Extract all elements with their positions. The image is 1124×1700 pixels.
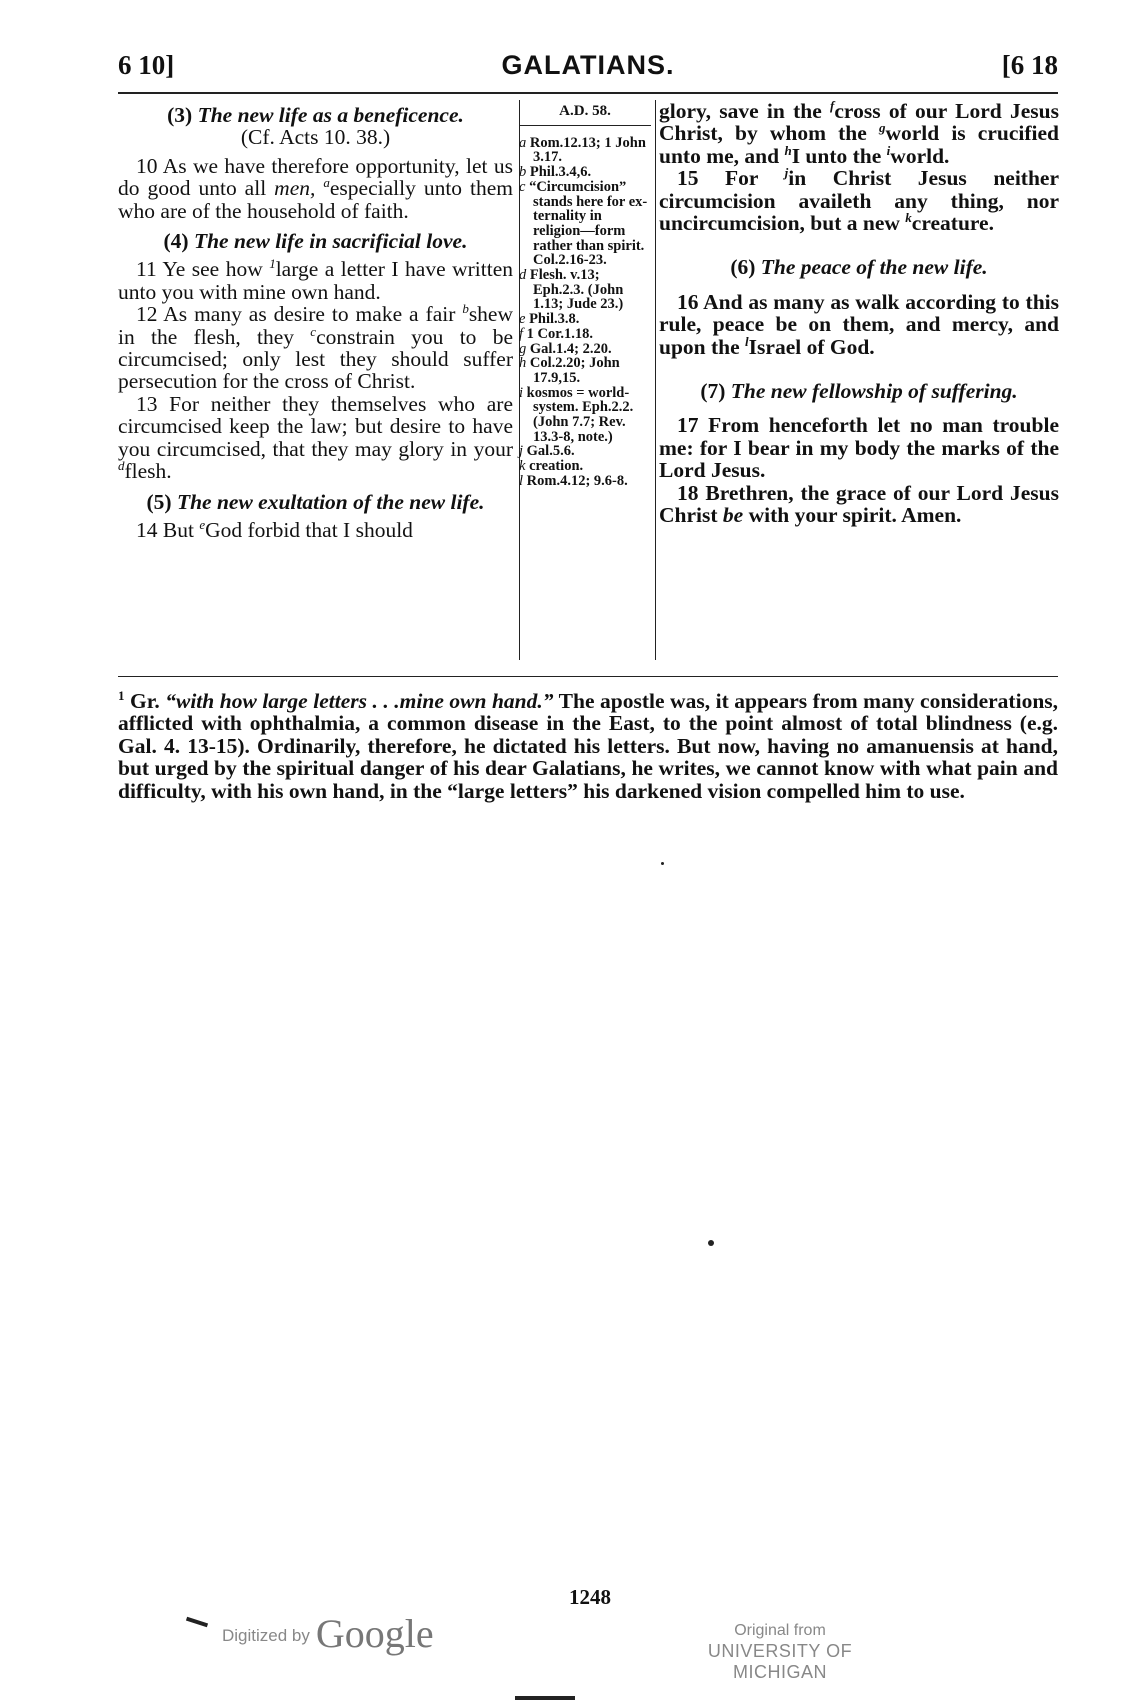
reference-letter: e <box>519 311 526 328</box>
ref-marker: i <box>886 142 891 158</box>
verse-text: God forbid that I should <box>205 517 413 542</box>
verse-18 <box>659 482 1059 527</box>
verse-text: glory, save in the <box>659 99 831 123</box>
reference-entry <box>519 384 651 445</box>
reference-entry <box>519 443 651 460</box>
google-logo: Google <box>315 1611 434 1656</box>
verse-text: 16 And as many as walk according to this rule, peace be on them, and mercy, and upon the <box>659 289 1059 359</box>
footnote-marker: 1 <box>269 256 276 272</box>
verse-17: 17 From henceforth let no man trouble me: for I bear in my body the marks of the Lord Jesus. <box>659 413 1059 483</box>
section-number: (7) <box>700 379 726 404</box>
reference-letter: l <box>519 472 524 489</box>
reference-list <box>519 136 651 489</box>
footnote-text: Gr. <box>130 689 166 713</box>
reference-text: Phil.3.8. <box>529 311 580 328</box>
ref-marker: a <box>323 175 330 191</box>
reference-entry <box>519 267 651 313</box>
reference-text: “Circumcision” stands here for externality in religion—form rather than spirit. Col.2.16-23. <box>529 178 648 269</box>
reference-letter: i <box>519 384 524 401</box>
verse-text: 13 For neither they themselves who are circumcised keep the law; but desire to have you circumcised, that they may glory in your <box>118 391 513 461</box>
reference-entry <box>519 311 651 328</box>
verse-text: flesh. <box>124 459 172 484</box>
footnote-number: 1 <box>118 687 125 703</box>
reference-text: Gal.5.6. <box>526 443 575 460</box>
running-head <box>118 50 1058 94</box>
reference-entry <box>519 472 651 489</box>
digitized-by-watermark <box>222 1610 434 1657</box>
verse-text: creature. <box>911 211 994 236</box>
reference-letter: f <box>519 325 524 342</box>
verse-text: constrain you to be circumcised; only lest they should suffer persecution for the cross of Christ. <box>118 324 513 394</box>
verse-text: 15 For <box>677 166 785 191</box>
verse-text-italic: be <box>722 503 744 528</box>
right-text-column <box>659 97 1059 660</box>
section-title: The new fellowship of suffering. <box>730 379 1018 404</box>
section-number: (3) <box>167 103 193 127</box>
reference-letter: h <box>519 355 527 372</box>
footnote-divider <box>118 676 1058 677</box>
reference-letter: d <box>519 267 527 284</box>
footnote-quote: “with how large letters . . .mine own hand.” <box>165 689 554 713</box>
reference-entry <box>519 458 651 475</box>
verse-text: Israel of God. <box>748 334 875 359</box>
watermark-text: Digitized by <box>222 1626 310 1645</box>
ref-marker: f <box>830 97 835 113</box>
ref-marker: h <box>784 142 792 158</box>
ref-marker: g <box>878 120 886 136</box>
verse-13 <box>118 393 513 483</box>
ref-marker: e <box>199 516 206 532</box>
section-title: The new life in sacrificial love. <box>193 229 468 254</box>
verse-11 <box>118 258 513 303</box>
section-title: The peace of the new life. <box>760 255 988 280</box>
reference-letter: c <box>519 178 526 195</box>
reference-text: Rom.12.13; 1 John 3.17. <box>529 134 646 166</box>
footnote-text: The apostle was, it appears from many considerations, afflicted with ophthalmia, a common disease in the East, to the point almost of total blindness (e.g. Gal. 4. 13-15). Ordinarily, therefore, he dictated his letters. But now, having no amanuensis at hand, but urged by the spiritual danger of his dear Galatians, he writes, we cannot know with what pain and difficulty, with his own hand, in the “large letters” his darkened vision compelled him to use. <box>118 689 1059 803</box>
section-heading-4 <box>118 230 513 252</box>
verse-16 <box>659 291 1059 358</box>
section-title: The new exultation of the new life. <box>176 489 485 514</box>
ref-marker: c <box>310 323 317 339</box>
reference-letter: k <box>519 458 526 475</box>
page-number: 1248 <box>569 1585 611 1609</box>
verse-14-continued <box>659 97 1059 168</box>
verse-text: large a letter I have written unto you with mine own hand. <box>118 257 513 304</box>
reference-entry <box>519 355 651 386</box>
header-left-ref: 6 10] <box>118 50 175 80</box>
verse-14 <box>118 516 513 542</box>
original-from-watermark <box>660 1620 900 1683</box>
verse-text: especially unto them who are of the household of faith. <box>118 176 514 223</box>
verse-10 <box>118 155 513 222</box>
section-crossref: (Cf. Acts 10. 38.) <box>240 125 391 150</box>
reference-letter: b <box>519 164 527 181</box>
section-number: (4) <box>163 229 189 254</box>
verse-text: world is crucified unto me, and <box>659 121 1059 168</box>
verse-text-italic: men, <box>274 176 316 201</box>
section-heading-7 <box>659 380 1059 402</box>
verse-text: in Christ Jesus neither circumcision availeth any thing, nor uncircumcision, but a new <box>659 166 1059 236</box>
section-heading-3 <box>118 104 513 149</box>
reference-text: 1 Cor.1.18. <box>526 325 593 342</box>
reference-entry <box>519 340 651 357</box>
scan-speck <box>708 1240 714 1246</box>
ref-marker: j <box>784 165 789 181</box>
reference-text: Flesh. v.13; Eph.2.3. (John 1.13; Jude 23.) <box>529 267 624 313</box>
reference-entry <box>519 164 651 181</box>
verse-text: cross of our Lord Jesus Christ, by whom the <box>659 99 1059 146</box>
verse-text: shew in the flesh, they <box>118 302 513 349</box>
ref-marker: k <box>905 209 912 225</box>
reference-text: Phil.3.4,6. <box>529 164 592 181</box>
section-number: (6) <box>730 255 756 280</box>
scan-mark <box>515 1696 575 1700</box>
page-title: GALATIANS. <box>501 50 675 80</box>
verse-text: with your spirit. Amen. <box>743 503 962 528</box>
verse-text: 11 Ye see how <box>136 257 270 282</box>
reference-text: Col.2.20; John 17.9,15. <box>529 355 620 386</box>
date-heading: A.D. 58. <box>519 100 651 126</box>
university-name: UNIVERSITY OF MICHIGAN <box>707 1641 853 1682</box>
header-right-ref: [6 18 <box>1001 50 1058 80</box>
verse-text: 10 As we have therefore opportunity, let us do good unto all <box>118 153 513 201</box>
ref-marker: b <box>462 301 469 317</box>
ref-marker: l <box>745 333 749 349</box>
footnote <box>118 687 1059 803</box>
verse-text: 14 But <box>136 517 200 542</box>
section-heading-6 <box>659 256 1059 278</box>
reference-text: Gal.1.4; 2.20. <box>529 340 612 357</box>
verse-text: 12 As many as desire to make a fair <box>136 302 463 327</box>
reference-letter: a <box>519 134 527 151</box>
verse-15 <box>659 167 1059 234</box>
verse-text: I unto the <box>791 143 887 168</box>
reference-text: creation. <box>529 458 584 475</box>
section-title: The new life as a beneficence. <box>197 103 464 127</box>
reference-text: kosmos = world-system. Eph.2.2. (John 7.7; Rev. 13.3-8, note.) <box>526 384 634 445</box>
reference-letter: g <box>519 340 527 357</box>
scan-speck <box>661 862 664 865</box>
verse-text: 18 Brethren, the grace of our Lord Jesus Christ <box>659 480 1059 528</box>
verse-12 <box>118 303 513 393</box>
reference-text: Rom.4.12; 9.6-8. <box>526 472 628 489</box>
reference-letter: j <box>519 443 524 460</box>
left-text-column <box>118 100 520 660</box>
verse-text: world. <box>890 143 950 168</box>
reference-entry <box>519 178 651 269</box>
section-number: (5) <box>146 489 172 514</box>
reference-entry <box>519 325 651 342</box>
reference-column <box>519 100 656 660</box>
section-heading-5 <box>118 491 513 513</box>
reference-entry <box>519 134 651 166</box>
ref-marker: d <box>118 457 125 473</box>
scan-mark <box>186 1617 208 1628</box>
watermark-text: Original from <box>734 1622 826 1639</box>
